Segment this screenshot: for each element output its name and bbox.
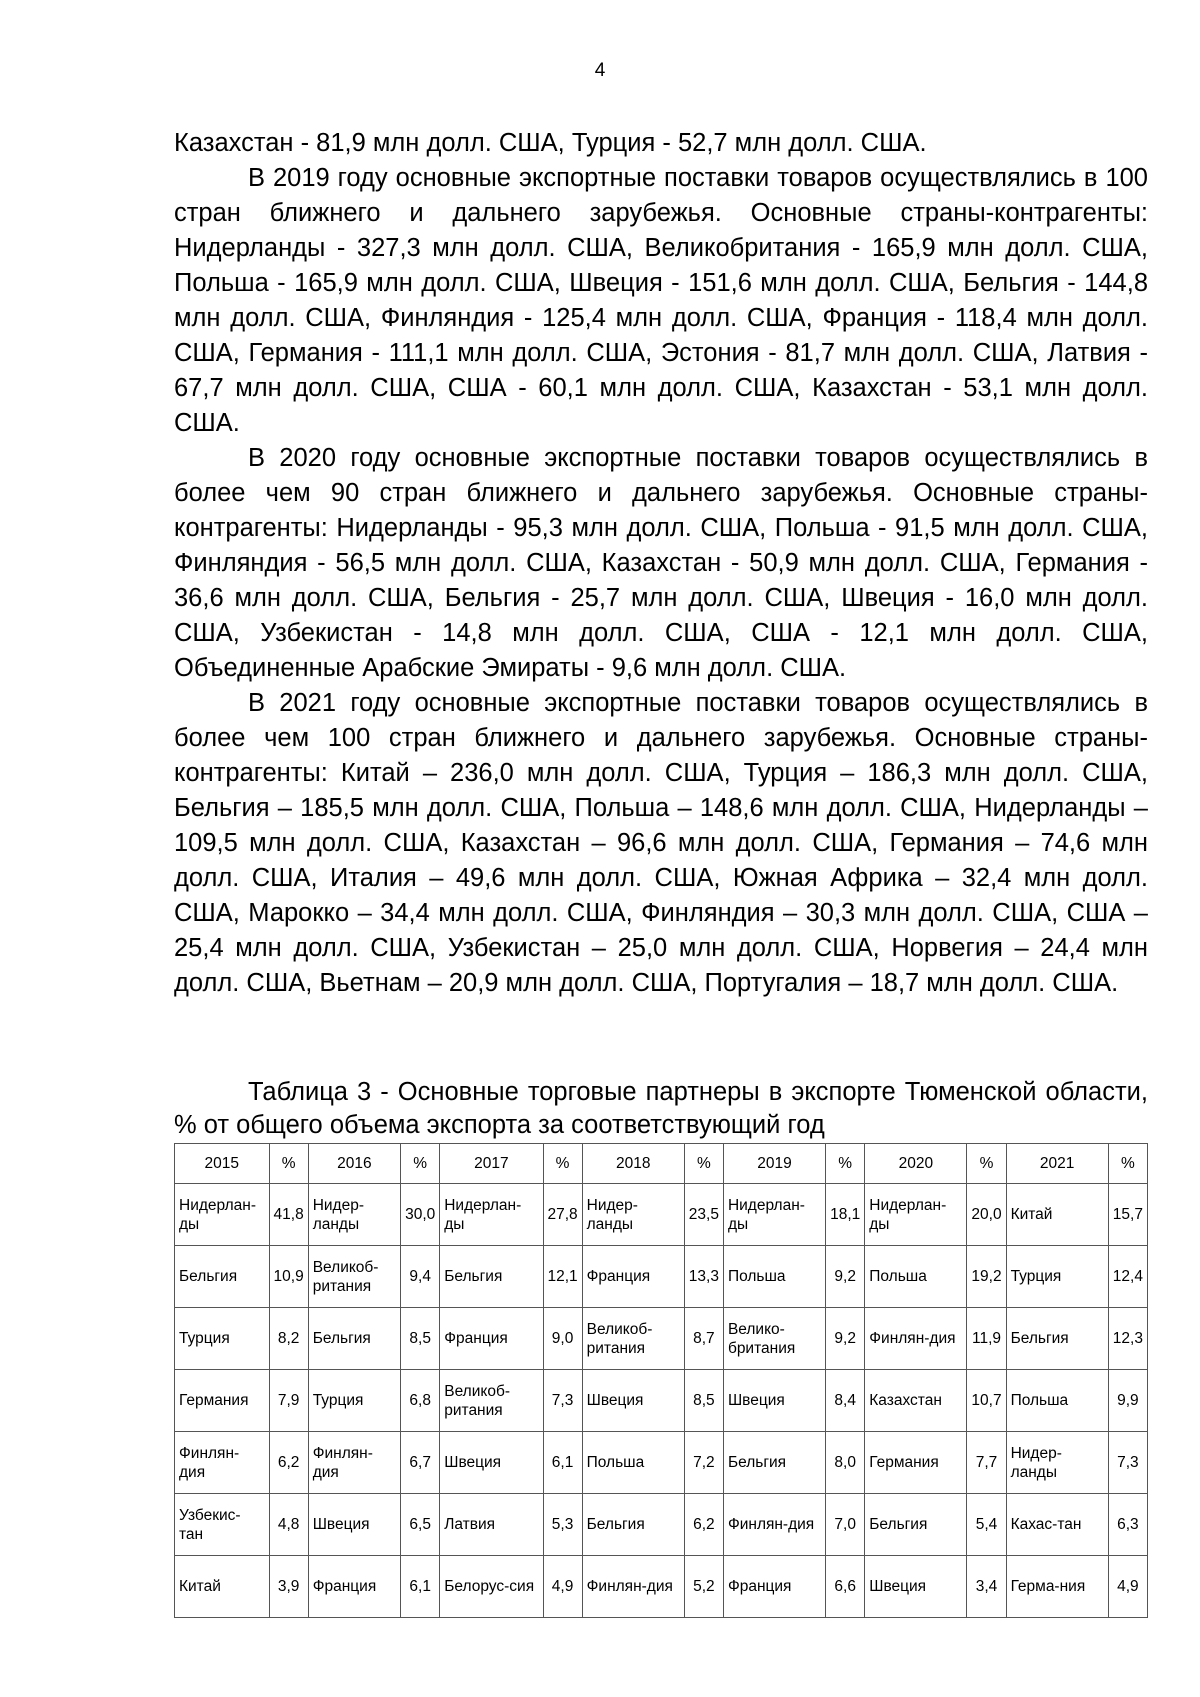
percent-cell: 6,8 xyxy=(401,1370,440,1432)
country-cell: Турция xyxy=(175,1308,270,1370)
header-cell: % xyxy=(269,1144,308,1184)
header-cell: % xyxy=(684,1144,723,1184)
country-cell: Финлян-дия xyxy=(865,1308,967,1370)
percent-cell: 9,9 xyxy=(1108,1370,1147,1432)
percent-cell: 9,4 xyxy=(401,1246,440,1308)
country-cell: Финлян-дия xyxy=(582,1556,684,1618)
country-cell: Турция xyxy=(1006,1246,1108,1308)
percent-cell: 6,3 xyxy=(1108,1494,1147,1556)
header-cell: % xyxy=(967,1144,1006,1184)
header-cell: 2019 xyxy=(723,1144,825,1184)
country-cell: Бельгия xyxy=(440,1246,543,1308)
percent-cell: 3,9 xyxy=(269,1556,308,1618)
table-row xyxy=(175,1556,1148,1618)
country-cell: Велико-британия xyxy=(723,1308,825,1370)
percent-cell: 11,9 xyxy=(967,1308,1006,1370)
table-row xyxy=(175,1184,1148,1246)
percent-cell: 13,3 xyxy=(684,1246,723,1308)
country-cell: Великоб-ритания xyxy=(308,1246,400,1308)
country-cell: Германия xyxy=(175,1370,270,1432)
header-cell: % xyxy=(543,1144,582,1184)
percent-cell: 4,9 xyxy=(543,1556,582,1618)
country-cell: Польша xyxy=(582,1432,684,1494)
trade-partners-table xyxy=(174,1143,1148,1618)
header-cell: 2016 xyxy=(308,1144,400,1184)
percent-cell: 7,0 xyxy=(826,1494,865,1556)
percent-cell: 8,2 xyxy=(269,1308,308,1370)
country-cell: Белорус-сия xyxy=(440,1556,543,1618)
table-caption: Таблица 3 - Основные торговые партнеры в экспорте Тюменской области, % от общего объема экспорта за соответствующий год xyxy=(174,1078,1148,1139)
percent-cell: 12,3 xyxy=(1108,1308,1147,1370)
percent-cell: 6,1 xyxy=(543,1432,582,1494)
percent-cell: 4,8 xyxy=(269,1494,308,1556)
paragraph: В 2021 году основные экспортные поставки товаров осуществлялись в более чем 100 стран ближнего и дальнего зарубежья. Основные страны-контрагенты: Китай – 236,0 млн долл. США, Турция – 186,3 млн долл. США, Бельгия – 185,5 млн долл. США, Польша – 148,6 млн долл. США, Нидерланды – 109,5 млн долл. США, Казахстан – 96,6 млн долл. США, Германия – 74,6 млн долл. США, Италия – 49,6 млн долл. США, Южная Африка – 32,4 млн долл. США, Марокко – 34,4 млн долл. США, Финляндия – 30,3 млн долл. США, США – 25,4 млн долл. США, Узбекистан – 25,0 млн долл. США, Норвегия – 24,4 млн долл. США, Вьетнам – 20,9 млн долл. США, Португалия – 18,7 млн долл. США. xyxy=(174,689,1148,997)
percent-cell: 9,2 xyxy=(826,1308,865,1370)
country-cell: Бельгия xyxy=(175,1246,270,1308)
percent-cell: 7,2 xyxy=(684,1432,723,1494)
country-cell: Финлян-дия xyxy=(723,1494,825,1556)
paragraph: В 2019 году основные экспортные поставки товаров осуществлялись в 100 стран ближнего и дальнего зарубежья. Основные страны-контрагенты: Нидерланды - 327,3 млн долл. США, Великобритания - 165,9 млн долл. США, Польша - 165,9 млн долл. США, Швеция - 151,6 млн долл. США, Бельгия - 144,8 млн долл. США, Финляндия - 125,4 млн долл. США, Франция - 118,4 млн долл. США, Германия - 111,1 млн долл. США, Эстония - 81,7 млн долл. США, Латвия - 67,7 млн долл. США, США - 60,1 млн долл. США, Казахстан - 53,1 млн долл. США. xyxy=(174,164,1148,437)
country-cell: Латвия xyxy=(440,1494,543,1556)
header-cell: 2018 xyxy=(582,1144,684,1184)
country-cell: Нидер-ланды xyxy=(308,1184,400,1246)
country-cell: Нидерлан-ды xyxy=(865,1184,967,1246)
percent-cell: 5,3 xyxy=(543,1494,582,1556)
table-row xyxy=(175,1432,1148,1494)
country-cell: Польша xyxy=(723,1246,825,1308)
country-cell: Бельгия xyxy=(308,1308,400,1370)
body-text xyxy=(174,126,1148,1001)
country-cell: Нидер-ланды xyxy=(1006,1432,1108,1494)
percent-cell: 6,7 xyxy=(401,1432,440,1494)
percent-cell: 6,2 xyxy=(269,1432,308,1494)
header-cell: 2017 xyxy=(440,1144,543,1184)
percent-cell: 15,7 xyxy=(1108,1184,1147,1246)
percent-cell: 41,8 xyxy=(269,1184,308,1246)
country-cell: Польша xyxy=(1006,1370,1108,1432)
country-cell: Швеция xyxy=(308,1494,400,1556)
country-cell: Финлян-дия xyxy=(175,1432,270,1494)
country-cell: Швеция xyxy=(723,1370,825,1432)
percent-cell: 30,0 xyxy=(401,1184,440,1246)
percent-cell: 12,4 xyxy=(1108,1246,1147,1308)
percent-cell: 6,1 xyxy=(401,1556,440,1618)
country-cell: Китай xyxy=(175,1556,270,1618)
percent-cell: 10,9 xyxy=(269,1246,308,1308)
country-cell: Турция xyxy=(308,1370,400,1432)
country-cell: Швеция xyxy=(865,1556,967,1618)
percent-cell: 23,5 xyxy=(684,1184,723,1246)
country-cell: Финлян-дия xyxy=(308,1432,400,1494)
percent-cell: 8,5 xyxy=(684,1370,723,1432)
percent-cell: 6,5 xyxy=(401,1494,440,1556)
country-cell: Бельгия xyxy=(723,1432,825,1494)
country-cell: Нидер-ланды xyxy=(582,1184,684,1246)
country-cell: Бельгия xyxy=(582,1494,684,1556)
percent-cell: 6,2 xyxy=(684,1494,723,1556)
country-cell: Польша xyxy=(865,1246,967,1308)
table-row xyxy=(175,1246,1148,1308)
country-cell: Франция xyxy=(308,1556,400,1618)
page-number: 4 xyxy=(594,60,606,81)
percent-cell: 8,7 xyxy=(684,1308,723,1370)
percent-cell: 9,0 xyxy=(543,1308,582,1370)
percent-cell: 6,6 xyxy=(826,1556,865,1618)
table-header-row xyxy=(175,1144,1148,1184)
country-cell: Нидерлан-ды xyxy=(175,1184,270,1246)
header-cell: 2015 xyxy=(175,1144,270,1184)
percent-cell: 5,2 xyxy=(684,1556,723,1618)
country-cell: Германия xyxy=(865,1432,967,1494)
header-cell: 2020 xyxy=(865,1144,967,1184)
percent-cell: 10,7 xyxy=(967,1370,1006,1432)
percent-cell: 7,7 xyxy=(967,1432,1006,1494)
percent-cell: 20,0 xyxy=(967,1184,1006,1246)
percent-cell: 7,3 xyxy=(543,1370,582,1432)
country-cell: Франция xyxy=(723,1556,825,1618)
country-cell: Бельгия xyxy=(1006,1308,1108,1370)
table-row xyxy=(175,1370,1148,1432)
country-cell: Казахстан xyxy=(865,1370,967,1432)
country-cell: Великоб-ритания xyxy=(440,1370,543,1432)
table-row xyxy=(175,1494,1148,1556)
percent-cell: 3,4 xyxy=(967,1556,1006,1618)
country-cell: Швеция xyxy=(582,1370,684,1432)
header-cell: % xyxy=(826,1144,865,1184)
table-row xyxy=(175,1308,1148,1370)
paragraph: Казахстан - 81,9 млн долл. США, Турция - 52,7 млн долл. США. xyxy=(174,129,927,157)
header-cell: 2021 xyxy=(1006,1144,1108,1184)
country-cell: Герма-ния xyxy=(1006,1556,1108,1618)
header-cell: % xyxy=(401,1144,440,1184)
country-cell: Кахас-тан xyxy=(1006,1494,1108,1556)
country-cell: Франция xyxy=(440,1308,543,1370)
country-cell: Великоб-ритания xyxy=(582,1308,684,1370)
percent-cell: 8,4 xyxy=(826,1370,865,1432)
percent-cell: 12,1 xyxy=(543,1246,582,1308)
percent-cell: 9,2 xyxy=(826,1246,865,1308)
country-cell: Швеция xyxy=(440,1432,543,1494)
country-cell: Нидерлан-ды xyxy=(723,1184,825,1246)
percent-cell: 19,2 xyxy=(967,1246,1006,1308)
percent-cell: 8,5 xyxy=(401,1308,440,1370)
paragraph: В 2020 году основные экспортные поставки товаров осуществлялись в более чем 90 стран ближнего и дальнего зарубежья. Основные страны-контрагенты: Нидерланды - 95,3 млн долл. США, Польша - 91,5 млн долл. США, Финляндия - 56,5 млн долл. США, Казахстан - 50,9 млн долл. США, Германия - 36,6 млн долл. США, Бельгия - 25,7 млн долл. США, Швеция - 16,0 млн долл. США, Узбекистан - 14,8 млн долл. США, США - 12,1 млн долл. США, Объединенные Арабские Эмираты - 9,6 млн долл. США. xyxy=(174,444,1148,682)
table-body xyxy=(175,1144,1148,1618)
percent-cell: 27,8 xyxy=(543,1184,582,1246)
percent-cell: 18,1 xyxy=(826,1184,865,1246)
country-cell: Нидерлан-ды xyxy=(440,1184,543,1246)
percent-cell: 5,4 xyxy=(967,1494,1006,1556)
header-cell: % xyxy=(1108,1144,1147,1184)
percent-cell: 8,0 xyxy=(826,1432,865,1494)
country-cell: Узбекис-тан xyxy=(175,1494,270,1556)
country-cell: Китай xyxy=(1006,1184,1108,1246)
country-cell: Бельгия xyxy=(865,1494,967,1556)
country-cell: Франция xyxy=(582,1246,684,1308)
percent-cell: 4,9 xyxy=(1108,1556,1147,1618)
percent-cell: 7,9 xyxy=(269,1370,308,1432)
percent-cell: 7,3 xyxy=(1108,1432,1147,1494)
